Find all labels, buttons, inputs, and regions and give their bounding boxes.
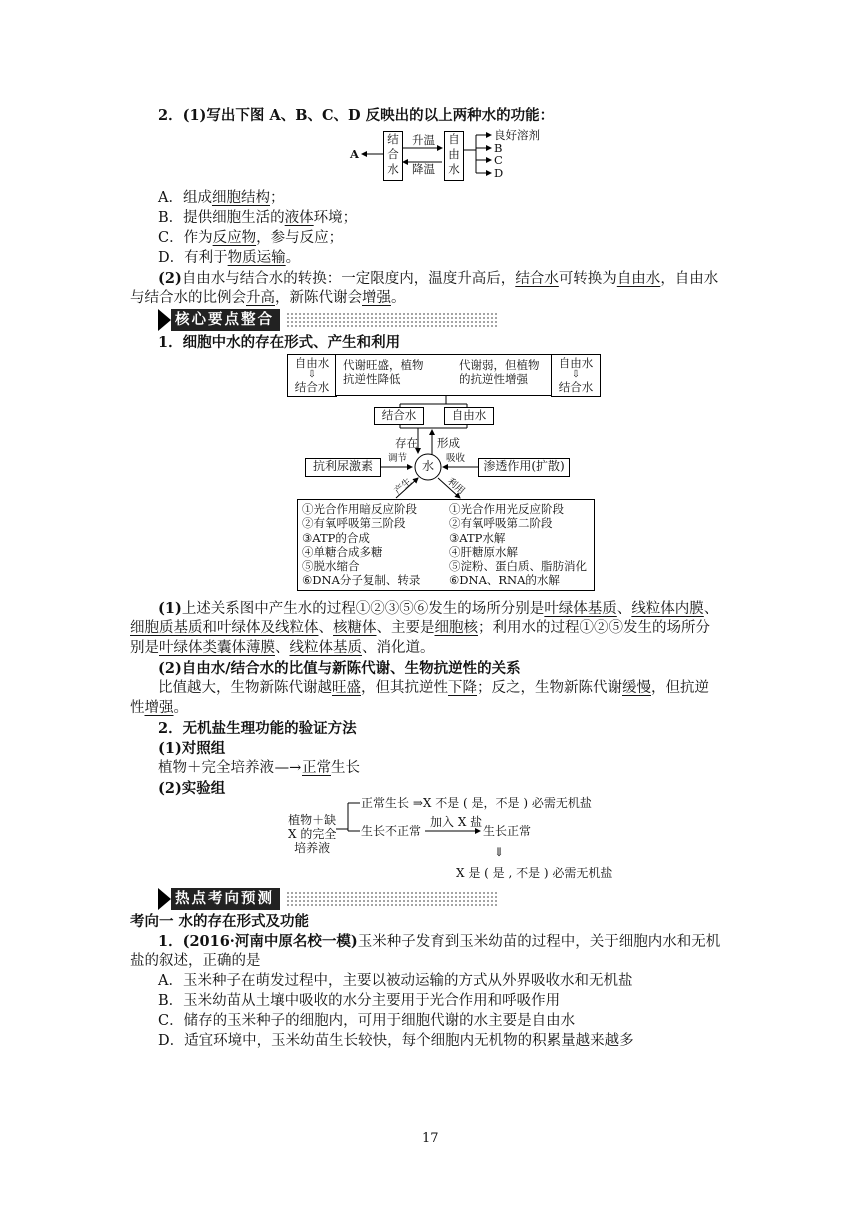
experiment-condition: 植物＋缺 X 的完全 培养液 — [288, 813, 337, 855]
core-p2: (2)自由水/结合水的比值与新陈代谢、生物抗逆性的关系 — [158, 660, 521, 677]
normal-growth-result: 正常生长 ⇒X 不是 ( 是，不是 ) 必需无机盐 — [361, 796, 592, 810]
q2-part2-line2: 与结合水的比例会升高，新陈代谢会增强。 — [130, 290, 406, 306]
down-arrow-icon: ⇩ — [571, 369, 581, 380]
option-a: A．组成细胞结构； — [158, 190, 285, 206]
free-to-bound-box: 自由水 ⇩ 结合水 — [287, 354, 337, 397]
bound-water-box: 结合水 — [383, 131, 403, 181]
water-using-list: ①光合作用光反应阶段 ②有氧呼吸第二阶段 ③ATP水解 ④肝糖原水解 ⑤淀粉、蛋白质、脂肪消化 ⑥DNA、RNA的水解 — [449, 502, 587, 588]
water-label: 水 — [422, 459, 435, 473]
question-line2: 盐的叙述，正确的是 — [130, 953, 261, 969]
choice-a: A．玉米种子在萌发过程中，主要以被动运输的方式从外界吸收水和无机盐 — [158, 973, 633, 989]
section-arrow-icon — [158, 888, 171, 910]
option-c: C．作为反应物，参与反应； — [158, 230, 344, 246]
core-p1-line3: 别是叶绿体类囊体薄膜、线粒体基质、消化道。 — [130, 640, 435, 656]
choice-b: B．玉米幼苗从土壤中吸收的水分主要用于光合作用和呼吸作用 — [158, 993, 561, 1009]
core-p3-line1: 比值越大，生物新陈代谢越旺盛，但其抗逆性下降；反之，生物新陈代谢缓慢，但抗逆 — [158, 680, 709, 696]
form-label: 形成 — [437, 436, 460, 450]
option-d: D．有利于物质运输。 — [158, 250, 301, 266]
bound-water-box-2: 结合水 — [374, 407, 424, 425]
add-salt-label: 加入 X 盐 — [430, 815, 483, 829]
c-label: C — [494, 153, 503, 167]
low-metabolism-text: 代谢弱，但植物 的抗逆性增强 — [459, 358, 540, 386]
section-forecast-heading: 热点考向预测 — [158, 888, 498, 910]
forecast-heading: 考向一 水的存在形式及功能 — [130, 913, 310, 930]
adh-box: 抗利尿激素 — [305, 458, 381, 477]
diagram-a-label: A — [350, 147, 359, 161]
free-water-box-2: 自由水 — [444, 407, 494, 425]
q2-line1: 2．(1)写出下图 A、B、C、D 反映出的以上两种水的功能： — [158, 107, 555, 124]
free-water-box: 自由水 — [444, 131, 464, 181]
abnormal-growth-label: 生长不正常 — [361, 824, 422, 838]
cool-down-label: 降温 — [412, 162, 435, 176]
d-label: D — [494, 166, 504, 180]
essential-conclusion: X 是 ( 是 , 不是 ) 必需无机盐 — [456, 866, 613, 880]
choice-d: D．适宜环境中，玉米幼苗生长较快，每个细胞内无机物的积累量越来越多 — [158, 1033, 634, 1049]
core-heading-2: 2．无机盐生理功能的验证方法 — [158, 720, 357, 737]
section-core-heading: 核心要点整合 — [158, 309, 498, 331]
option-b: B．提供细胞生活的液体环境； — [158, 210, 358, 226]
dotted-rule — [286, 891, 498, 907]
core-heading-1: 1．细胞中水的存在形式、产生和利用 — [158, 334, 401, 351]
use-label: 利用 — [445, 476, 467, 497]
exist-label: 存在 — [395, 436, 418, 450]
control-group-line: 植物＋完全培养液—→正常生长 — [158, 760, 360, 776]
control-group-label: (1)对照组 — [158, 740, 226, 757]
b-label: B — [494, 141, 503, 155]
heat-up-label: 升温 — [412, 133, 435, 147]
question-line1: 1．(2016·河南中原名校一模)玉米种子发育到玉米幼苗的过程中，关于细胞内水和无机 — [158, 933, 721, 950]
q2-part2-line1: (2)自由水与结合水的转换：一定限度内，温度升高后，结合水可转换为自由水，自由水 — [158, 270, 719, 287]
good-solvent-label: 良好溶剂 — [494, 128, 540, 142]
page-number: 17 — [422, 1131, 439, 1146]
bound-from-free-box: 自由水 ⇩ 结合水 — [551, 354, 601, 397]
experiment-group-label: (2)实验组 — [158, 780, 226, 797]
core-p1-line1: (1)上述关系图中产生水的过程①②③⑤⑥发生的场所分别是叶绿体基质、线粒体内膜、 — [158, 600, 719, 617]
down-double-arrow-icon: ⇓ — [494, 845, 505, 859]
arrow-right-icon: —→ — [274, 760, 302, 776]
choice-c: C．储存的玉米种子的细胞内，可用于细胞代谢的水主要是自由水 — [158, 1013, 576, 1029]
osmosis-box: 渗透作用(扩散) — [478, 458, 570, 477]
high-metabolism-text: 代谢旺盛，植物 抗逆性降低 — [343, 358, 424, 386]
core-p1-line2: 细胞质基质和叶绿体及线粒体、核糖体、主要是细胞核；利用水的过程①②⑤发生的场所分 — [130, 620, 710, 636]
down-arrow-icon: ⇩ — [307, 369, 317, 380]
water-producing-list: ①光合作用暗反应阶段 ②有氧呼吸第三阶段 ③ATP的合成 ④单糖合成多糖 ⑤脱水缩合 ⑥DNA分子复制、转录 — [302, 502, 421, 588]
absorb-label: 吸收 — [446, 453, 466, 464]
regulate-label: 调节 — [388, 453, 408, 464]
core-p3-line2: 性增强。 — [130, 700, 188, 716]
produce-label: 产生 — [392, 476, 415, 497]
normal-growth-after: 生长正常 — [483, 824, 532, 838]
